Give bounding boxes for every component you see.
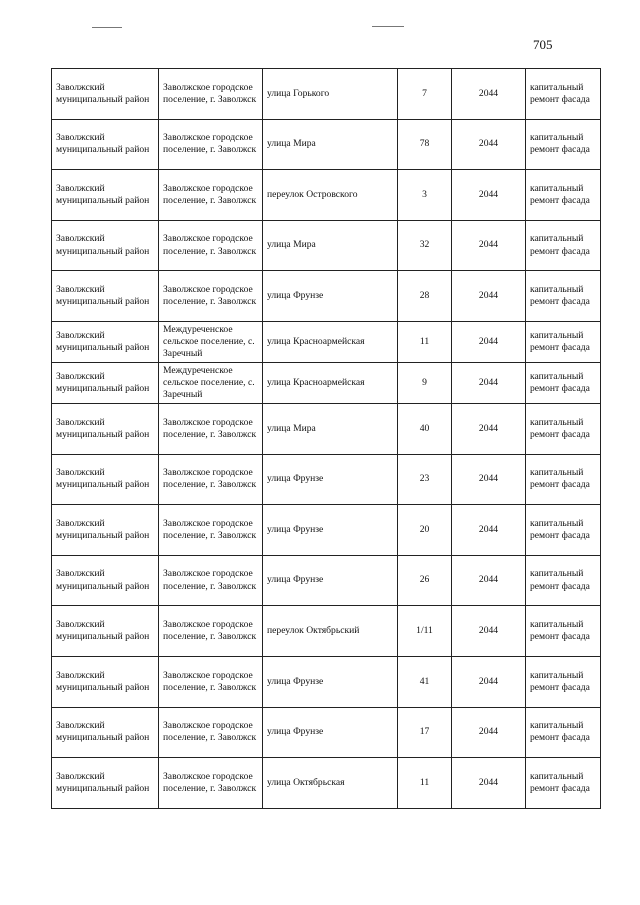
cell-street: переулок Октябрьский — [263, 606, 398, 657]
cell-house-number: 1/11 — [398, 606, 452, 657]
cell-house-number: 3 — [398, 170, 452, 221]
cell-district: Заволжский муниципальный район — [52, 271, 159, 322]
cell-work-type: капитальный ремонт фасада — [526, 707, 601, 758]
cell-work-type: капитальный ремонт фасада — [526, 403, 601, 454]
cell-work-type: капитальный ремонт фасада — [526, 321, 601, 362]
cell-year: 2044 — [452, 555, 526, 606]
cell-settlement: Междуреченское сельское поселение, с. Заречный — [159, 362, 263, 403]
cell-settlement: Заволжское городское поселение, г. Заволжск — [159, 403, 263, 454]
cell-year: 2044 — [452, 403, 526, 454]
cell-year: 2044 — [452, 271, 526, 322]
cell-settlement: Заволжское городское поселение, г. Заволжск — [159, 758, 263, 809]
cell-street: улица Мира — [263, 403, 398, 454]
cell-work-type: капитальный ремонт фасада — [526, 758, 601, 809]
cell-street: улица Мира — [263, 119, 398, 170]
cell-district: Заволжский муниципальный район — [52, 403, 159, 454]
cell-street: улица Фрунзе — [263, 707, 398, 758]
cell-district: Заволжский муниципальный район — [52, 170, 159, 221]
cell-district: Заволжский муниципальный район — [52, 119, 159, 170]
cell-street: переулок Островского — [263, 170, 398, 221]
cell-work-type: капитальный ремонт фасада — [526, 362, 601, 403]
cell-district: Заволжский муниципальный район — [52, 505, 159, 556]
cell-district: Заволжский муниципальный район — [52, 220, 159, 271]
cell-district: Заволжский муниципальный район — [52, 656, 159, 707]
table-row — [52, 505, 601, 556]
cell-settlement: Заволжское городское поселение, г. Заволжск — [159, 505, 263, 556]
table-row — [52, 69, 601, 120]
cell-year: 2044 — [452, 362, 526, 403]
cell-street: улица Горького — [263, 69, 398, 120]
table-row — [52, 606, 601, 657]
cell-district: Заволжский муниципальный район — [52, 758, 159, 809]
cell-district: Заволжский муниципальный район — [52, 69, 159, 120]
housing-registry-table — [51, 68, 601, 809]
cell-house-number: 26 — [398, 555, 452, 606]
cell-work-type: капитальный ремонт фасада — [526, 69, 601, 120]
cell-settlement: Заволжское городское поселение, г. Заволжск — [159, 454, 263, 505]
cell-work-type: капитальный ремонт фасада — [526, 454, 601, 505]
cell-year: 2044 — [452, 220, 526, 271]
cell-settlement: Заволжское городское поселение, г. Заволжск — [159, 271, 263, 322]
table-row — [52, 271, 601, 322]
cell-district: Заволжский муниципальный район — [52, 321, 159, 362]
cell-work-type: капитальный ремонт фасада — [526, 505, 601, 556]
cell-street: улица Фрунзе — [263, 555, 398, 606]
table-row — [52, 220, 601, 271]
scan-mark-left — [92, 27, 122, 28]
cell-district: Заволжский муниципальный район — [52, 362, 159, 403]
cell-house-number: 41 — [398, 656, 452, 707]
cell-year: 2044 — [452, 656, 526, 707]
cell-house-number: 20 — [398, 505, 452, 556]
cell-year: 2044 — [452, 321, 526, 362]
cell-street: улица Мира — [263, 220, 398, 271]
table-row — [52, 403, 601, 454]
cell-district: Заволжский муниципальный район — [52, 454, 159, 505]
table-row — [52, 119, 601, 170]
cell-house-number: 11 — [398, 758, 452, 809]
cell-house-number: 40 — [398, 403, 452, 454]
page-number: 705 — [533, 37, 553, 52]
cell-street: улица Фрунзе — [263, 271, 398, 322]
cell-district: Заволжский муниципальный район — [52, 555, 159, 606]
table-row — [52, 555, 601, 606]
table-row — [52, 362, 601, 403]
cell-work-type: капитальный ремонт фасада — [526, 271, 601, 322]
cell-house-number: 28 — [398, 271, 452, 322]
cell-house-number: 23 — [398, 454, 452, 505]
cell-settlement: Междуреченское сельское поселение, с. Заречный — [159, 321, 263, 362]
cell-year: 2044 — [452, 69, 526, 120]
table-row — [52, 758, 601, 809]
cell-year: 2044 — [452, 758, 526, 809]
cell-work-type: капитальный ремонт фасада — [526, 656, 601, 707]
table-row — [52, 656, 601, 707]
cell-street: улица Красноармейская — [263, 362, 398, 403]
cell-settlement: Заволжское городское поселение, г. Заволжск — [159, 606, 263, 657]
cell-settlement: Заволжское городское поселение, г. Заволжск — [159, 119, 263, 170]
cell-house-number: 7 — [398, 69, 452, 120]
table-body — [52, 69, 601, 809]
cell-house-number: 11 — [398, 321, 452, 362]
cell-work-type: капитальный ремонт фасада — [526, 220, 601, 271]
table-row — [52, 707, 601, 758]
cell-work-type: капитальный ремонт фасада — [526, 119, 601, 170]
cell-year: 2044 — [452, 119, 526, 170]
cell-street: улица Фрунзе — [263, 656, 398, 707]
cell-street: улица Красноармейская — [263, 321, 398, 362]
cell-work-type: капитальный ремонт фасада — [526, 606, 601, 657]
cell-house-number: 78 — [398, 119, 452, 170]
cell-settlement: Заволжское городское поселение, г. Заволжск — [159, 555, 263, 606]
cell-settlement: Заволжское городское поселение, г. Заволжск — [159, 69, 263, 120]
cell-year: 2044 — [452, 170, 526, 221]
cell-year: 2044 — [452, 505, 526, 556]
cell-district: Заволжский муниципальный район — [52, 606, 159, 657]
cell-settlement: Заволжское городское поселение, г. Заволжск — [159, 220, 263, 271]
cell-house-number: 9 — [398, 362, 452, 403]
scan-mark-right — [372, 26, 404, 27]
cell-street: улица Октябрьская — [263, 758, 398, 809]
cell-street: улица Фрунзе — [263, 505, 398, 556]
cell-house-number: 17 — [398, 707, 452, 758]
cell-house-number: 32 — [398, 220, 452, 271]
cell-year: 2044 — [452, 707, 526, 758]
cell-street: улица Фрунзе — [263, 454, 398, 505]
table-row — [52, 454, 601, 505]
cell-settlement: Заволжское городское поселение, г. Заволжск — [159, 656, 263, 707]
table-row — [52, 170, 601, 221]
table-row — [52, 321, 601, 362]
cell-work-type: капитальный ремонт фасада — [526, 170, 601, 221]
cell-settlement: Заволжское городское поселение, г. Заволжск — [159, 707, 263, 758]
cell-settlement: Заволжское городское поселение, г. Заволжск — [159, 170, 263, 221]
cell-year: 2044 — [452, 606, 526, 657]
cell-district: Заволжский муниципальный район — [52, 707, 159, 758]
cell-year: 2044 — [452, 454, 526, 505]
cell-work-type: капитальный ремонт фасада — [526, 555, 601, 606]
